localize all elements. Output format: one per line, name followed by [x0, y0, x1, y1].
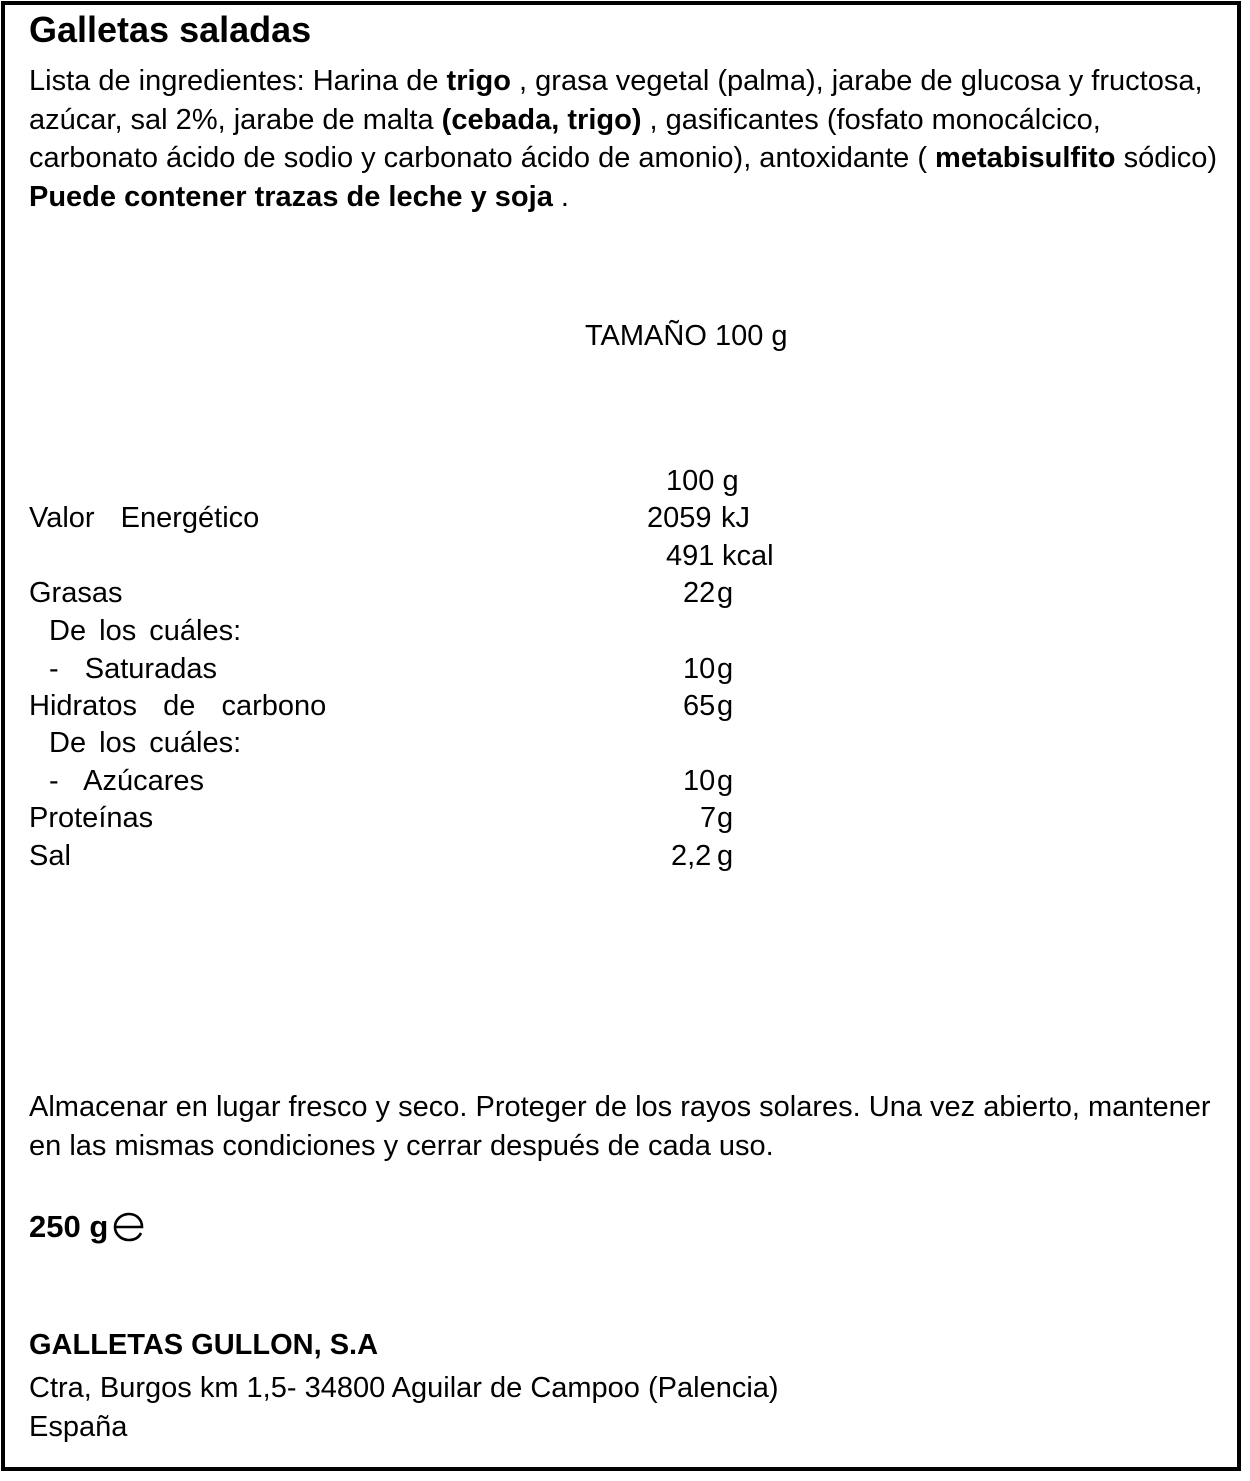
nutrient-label: De los cuáles: — [49, 615, 242, 647]
nutrition-column-header: 100 g — [666, 465, 739, 497]
nutrient-label: Sal — [29, 840, 71, 872]
ingredients-text: Lista de ingredientes: Harina de — [29, 65, 447, 97]
nutrient-unit: g — [717, 840, 734, 872]
nutrient-unit: g — [717, 577, 734, 609]
product-title: Galletas saladas — [29, 9, 312, 50]
net-weight — [29, 1207, 148, 1247]
nutrient-label: - Azúcares — [49, 765, 205, 797]
nutrition-row-sugars — [29, 763, 1219, 800]
nutrition-header-row — [29, 463, 1219, 500]
nutrient-value: 65 — [683, 690, 716, 722]
ingredients-text: , grasa vegetal (palma), jarabe de glucosa y fructosa, azúcar, sal 2%, jarabe de malta — [29, 65, 1203, 136]
net-weight-value: 250 g — [29, 1209, 109, 1244]
nutrient-value: 10 — [683, 765, 716, 797]
nutrient-value: 7 — [700, 802, 717, 834]
nutrient-unit: g — [717, 802, 734, 834]
nutrient-value: 2059 — [647, 502, 712, 534]
estimated-e-icon — [110, 1210, 148, 1244]
nutrient-unit: g — [717, 653, 734, 685]
nutrient-label: Valor Energético — [29, 502, 260, 534]
nutrient-label: Grasas — [29, 577, 123, 609]
nutrient-unit: kJ — [721, 502, 750, 534]
manufacturer-address: Ctra, Burgos km 1,5- 34800 Aguilar de Campoo (Palencia) — [29, 1372, 779, 1404]
storage-instructions: Almacenar en lugar fresco y seco. Proteger de los rayos solares. Una vez abierto, mantener en las mismas condiciones y cerrar después de cada uso. — [29, 1091, 1211, 1162]
nutrition-row-of-which — [29, 613, 1219, 650]
manufacturer-country: España — [29, 1411, 128, 1443]
nutrient-value: 2,2 — [671, 840, 712, 872]
nutrient-value: 22 — [683, 577, 716, 609]
nutrient-label: - Saturadas — [49, 653, 217, 685]
nutrition-row-of-which — [29, 725, 1219, 762]
serving-size: TAMAÑO 100 g — [585, 320, 788, 352]
nutrition-row-protein — [29, 800, 1219, 837]
nutrient-unit: kcal — [722, 540, 774, 572]
label-frame — [1, 1, 1241, 1471]
allergen-cebada-trigo: (cebada, trigo) — [441, 103, 642, 136]
nutrition-row-carbohydrate — [29, 688, 1219, 725]
nutrition-row-energy-kj — [29, 500, 1219, 537]
nutrient-value: 10 — [683, 653, 716, 685]
nutrition-row-fat — [29, 575, 1219, 612]
nutrient-label: De los cuáles: — [49, 727, 242, 759]
ingredients-list — [29, 62, 1219, 216]
nutrition-row-energy-kcal — [29, 538, 1219, 575]
allergen-traces-warning: Puede contener trazas de leche y soja — [29, 180, 553, 213]
nutrition-row-salt — [29, 838, 1219, 875]
ingredients-text: , gasificantes (fosfato monocálcico, carbonato ácido de sodio y carbonato ácido de amonio), antoxidante ( — [29, 103, 1101, 174]
ingredients-text: sódico) — [1115, 142, 1218, 174]
nutrient-label: Proteínas — [29, 802, 154, 834]
allergen-metabisulfito: metabisulfito — [935, 142, 1116, 174]
manufacturer-name: GALLETAS GULLON, S.A — [29, 1329, 379, 1361]
ingredients-text: . — [552, 180, 569, 213]
nutrition-row-saturates — [29, 651, 1219, 688]
allergen-trigo: trigo — [446, 65, 511, 97]
nutrient-label: Hidratos de carbono — [29, 690, 327, 722]
nutrient-unit: g — [717, 690, 734, 722]
nutrient-value: 491 — [666, 540, 715, 572]
nutrient-unit: g — [717, 765, 734, 797]
